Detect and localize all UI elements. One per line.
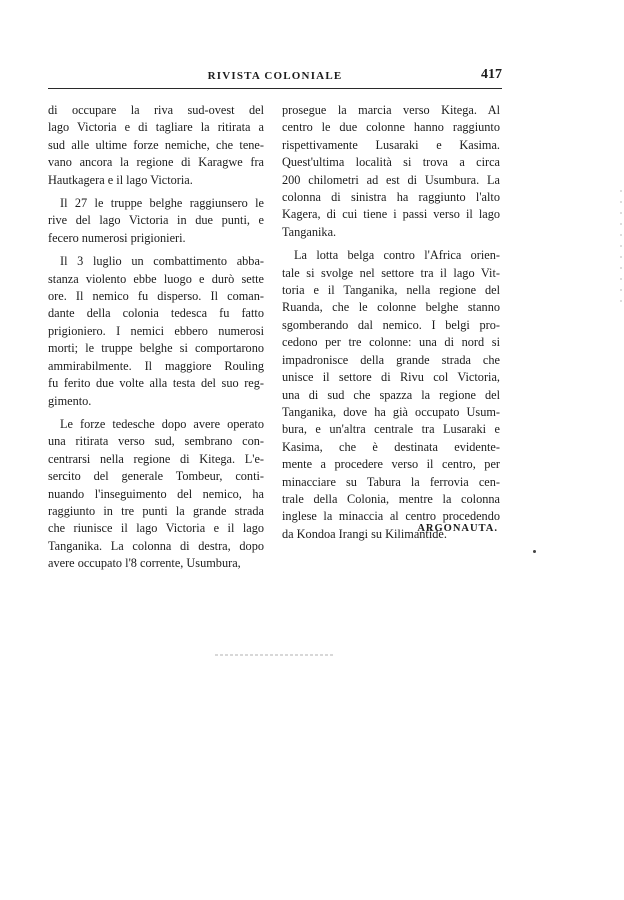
ink-speck bbox=[533, 550, 536, 553]
text-line: nuando l'inseguimento del nemico, ha bbox=[48, 486, 264, 501]
paragraph bbox=[282, 102, 500, 241]
text-line: prosegue la marcia verso Kitega. Al bbox=[282, 103, 500, 117]
text-line: impadronisce della grande strada che bbox=[282, 352, 500, 367]
text-line: sud alle ultime forze nemiche, che tene- bbox=[48, 137, 264, 152]
left-column bbox=[48, 102, 264, 573]
text-line: unisce il settore di Rivu col Victoria, bbox=[282, 370, 500, 385]
text-line: prigioniero. I nemici ebbero numerosi bbox=[48, 323, 264, 338]
right-column bbox=[282, 102, 500, 543]
text-line: ammirabilmente. Il maggiore Rouling bbox=[48, 358, 264, 373]
paragraph bbox=[48, 102, 264, 189]
scan-edge-marks bbox=[620, 190, 622, 310]
text-line: di occupare la riva sud-ovest del bbox=[48, 103, 264, 117]
text-line: Hautkagera e il lago Victoria. bbox=[48, 172, 193, 187]
text-line: 200 chilometri ad est di Usumbura. La bbox=[282, 172, 500, 187]
text-line: La lotta belga contro l'Africa orien- bbox=[294, 248, 500, 263]
text-line: Il 3 luglio un combattimento abba- bbox=[60, 254, 264, 269]
page-number: 417 bbox=[481, 67, 502, 82]
paragraph bbox=[48, 195, 264, 247]
text-line: raggiunto in tre punti la grande strada bbox=[48, 503, 264, 518]
text-line: Tanganika. bbox=[282, 224, 337, 239]
text-line: Il 27 le truppe belghe raggiunsero le bbox=[60, 196, 264, 211]
text-line: Kagera, di cui tiene i passi verso il lago bbox=[282, 207, 500, 222]
text-line: dante della colonia tedesca fu fatto bbox=[48, 306, 264, 321]
text-line: vano ancora la regione di Karagwe fra bbox=[48, 155, 264, 170]
author-signature: ARGONAUTA. bbox=[417, 523, 498, 534]
text-line: rive del lago Victoria in due punti, e bbox=[48, 213, 264, 228]
text-line: sercito del generale Tombeur, conti- bbox=[48, 469, 264, 484]
text-line: Tanganika. La colonna di destra, dopo bbox=[48, 538, 264, 553]
text-line: sgomberando dal nemico. I belgi pro- bbox=[282, 317, 500, 332]
text-line: Le forze tedesche dopo avere operato bbox=[60, 416, 264, 431]
text-line: Tanganika, dove ha già occupato Usum- bbox=[282, 404, 500, 419]
paragraph bbox=[48, 416, 264, 573]
text-line: trale della Colonia, mentre la colonna bbox=[282, 491, 500, 506]
paragraph bbox=[48, 253, 264, 410]
text-line: una di sud che spazza la regione del bbox=[282, 387, 500, 402]
text-line: ore. Il nemico fu disperso. Il coman- bbox=[48, 289, 264, 304]
text-line: fu ferito due volte alla testa del suo reg- bbox=[48, 376, 264, 391]
text-line: cedono per tre colonne: una di nord si bbox=[282, 335, 500, 350]
text-line: mente a procedere verso il centro, per bbox=[282, 457, 500, 472]
text-line: lago Victoria e di tagliare la ritirata a bbox=[48, 120, 264, 135]
text-line: centro le due colonne hanno raggiunto bbox=[282, 120, 500, 135]
text-line: fecero numerosi prigionieri. bbox=[48, 230, 186, 245]
text-line: che riunisce il lago Victoria e il lago bbox=[48, 521, 264, 536]
text-line: minacciare su Tabura la ferrovia cen- bbox=[282, 474, 500, 489]
text-line: toria e il Tanganika, nella regione del bbox=[282, 283, 500, 298]
text-line: stanza violento ebbe luogo e durò sette bbox=[48, 271, 264, 286]
text-line: centrarsi nella regione di Kitega. L'e- bbox=[48, 451, 264, 466]
text-line: morti; le truppe belghe si comportarono bbox=[48, 341, 264, 356]
journal-title: RIVISTA COLONIALE bbox=[207, 70, 343, 82]
text-line: inglese la minaccia al centro procedendo bbox=[282, 509, 500, 524]
running-header bbox=[48, 64, 502, 84]
text-line: da Kondoa Irangi su Kilimantide. bbox=[282, 526, 447, 541]
text-line: gimento. bbox=[48, 393, 92, 408]
text-line: tale si svolge nel settore tra il lago Vit- bbox=[282, 265, 500, 280]
text-line: Ruanda, che le colonne belghe stanno bbox=[282, 300, 500, 315]
text-line: Kasima, che è destinata evidente- bbox=[282, 439, 500, 454]
text-line: avere occupato l'8 corrente, Usumbura, bbox=[48, 556, 241, 571]
text-line: colonna di sinistra ha raggiunto l'alto bbox=[282, 190, 500, 205]
header-rule bbox=[48, 88, 502, 89]
text-line: Quest'ultima località si trova a circa bbox=[282, 155, 500, 170]
paragraph bbox=[282, 247, 500, 543]
text-line: bura, e un'altra centrale tra Lusaraki e bbox=[282, 422, 500, 437]
text-line: una ritirata verso sud, sembrano con- bbox=[48, 434, 264, 449]
text-line: rispettivamente Lusaraki e Kasima. bbox=[282, 137, 500, 152]
ornament-rule bbox=[215, 654, 335, 656]
